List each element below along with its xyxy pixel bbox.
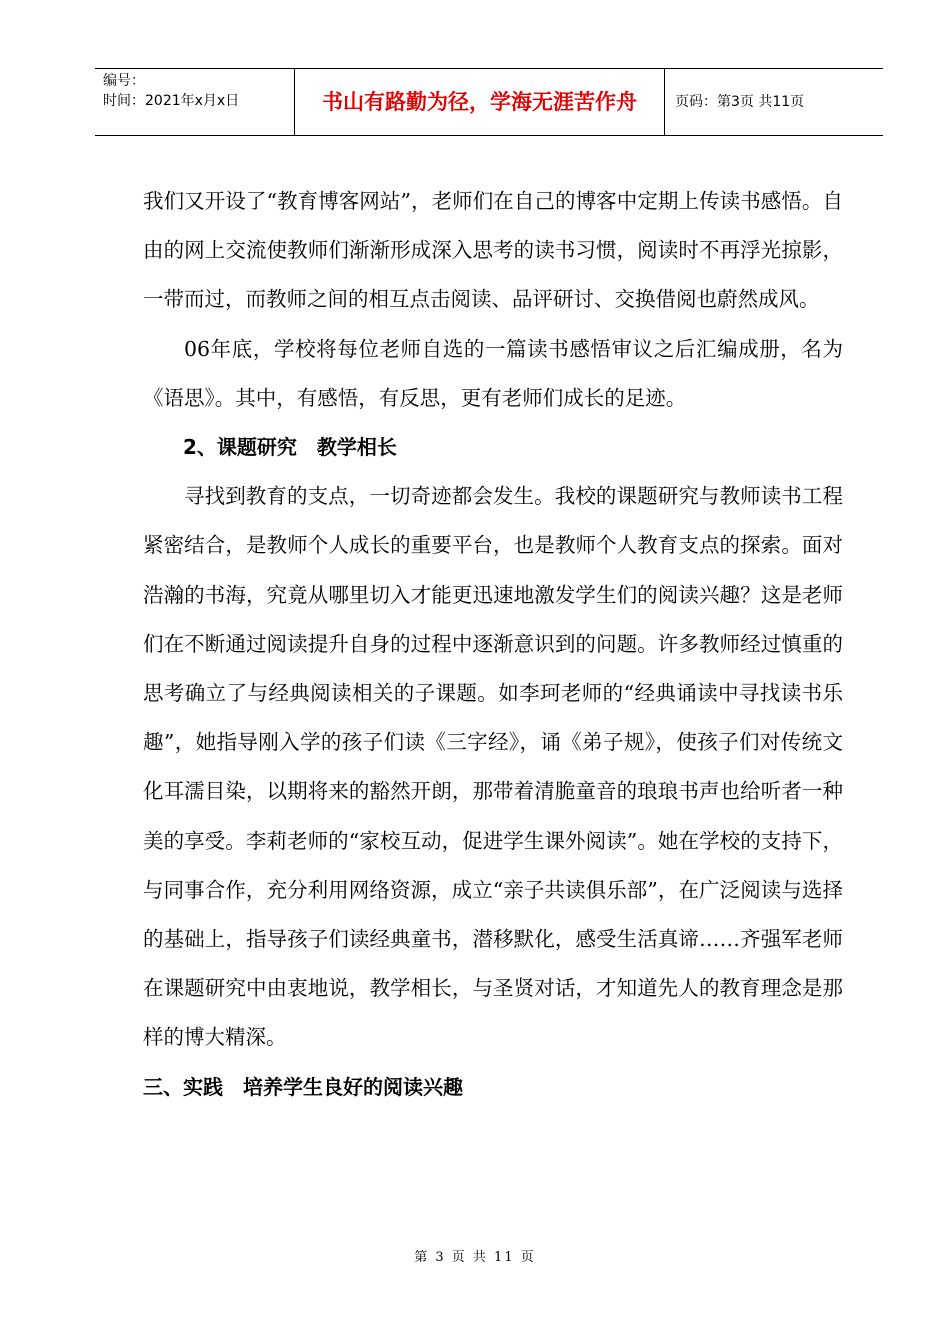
paragraph-research: 寻找到教育的支点，一切奇迹都会发生。我校的课题研究与教师读书工程紧密结合，是教师个人成长的重要平台，也是教师个人教育支点的探索。面对浩瀚的书海，究竟从哪里切入才能更迅速地激发学生们的阅读兴趣？这是老师们在不断通过阅读提升自身的过程中逐渐意识到的问题。许多教师经过慎重的思考确立了与经典阅读相关的子课题。如李珂老师的“经典诵读中寻找读书乐趣”，她指导刚入学的孩子们读《三字经》，诵《弟子规》，使孩子们对传统文化耳濡目染，以期将来的豁然开朗，那带着清脆童音的琅琅书声也给听者一种美的享受。李莉老师的“家校互动，促进学生课外阅读”。她在学校的支持下，与同事合作，充分利用网络资源，成立“亲子共读俱乐部”，在广泛阅读与选择的基础上，指导孩子们读经典童书，潜移默化，感受生活真谛……齐强军老师在课题研究中由衷地说，教学相长，与圣贤对话，才知道先人的教育理念是那样的博大精深。: [143, 484, 843, 1050]
section-heading-research: 2、课题研究 教学相长: [183, 435, 397, 460]
paragraph-yusi: 06年底，学校将每位老师自选的一篇读书感悟审议之后汇编成册，名为《语思》。其中，有感悟，有反思，更有老师们成长的足迹。: [143, 336, 843, 410]
header-meta: [95, 69, 295, 135]
header-motto: 书山有路勤为径，学海无涯苦作舟: [295, 69, 665, 135]
document-body: [143, 177, 843, 1112]
paragraph-blog: 我们又开设了“教育博客网站”，老师们在自己的博客中定期上传读书感悟。自由的网上交流使教师们渐渐形成深入思考的读书习惯，阅读时不再浮光掠影，一带而过，而教师之间的相互点击阅读、品评研讨、交换借阅也蔚然成风。: [143, 189, 843, 312]
page-footer: 第 3 页 共 11 页: [414, 1250, 536, 1265]
document-number-label: 编号：: [103, 73, 145, 89]
document-time-label: 时间：2021年x月x日: [103, 93, 240, 109]
section-heading-practice: 三、实践 培养学生良好的阅读兴趣: [143, 1074, 463, 1099]
page-header: [95, 68, 883, 136]
header-page-info: 页码：第3页 共11页: [675, 94, 805, 110]
